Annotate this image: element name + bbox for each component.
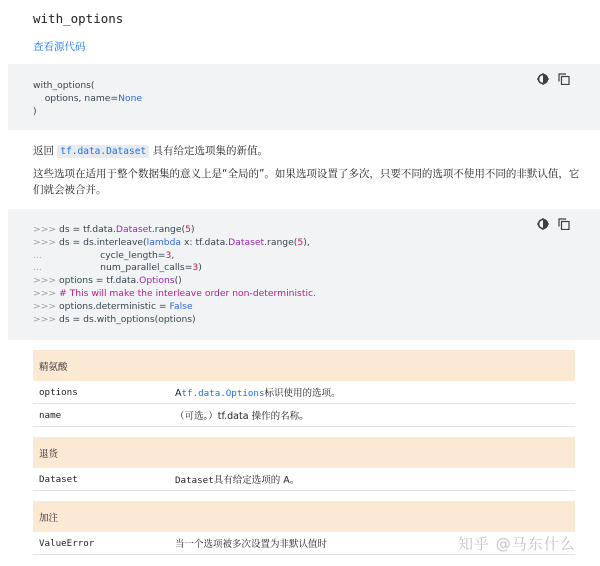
signature-code-block xyxy=(8,64,600,130)
table-row: name （可选。）tf.data 操作的名称。 xyxy=(33,404,575,427)
args-table-header: 精氨酸 xyxy=(33,350,575,381)
copy-icon[interactable] xyxy=(558,215,570,227)
view-source-link[interactable]: 查看源代码 xyxy=(33,41,86,53)
table-row: options Atf.data.Options标识使用的选项。 xyxy=(33,381,575,404)
table-row: Dataset Dataset具有给定选项的 A。 xyxy=(33,468,575,491)
returns-table xyxy=(33,437,575,491)
watermark: 知乎 @马东什么 xyxy=(458,535,576,553)
dark-mode-icon[interactable] xyxy=(537,70,549,82)
example-code: >>> ds = tf.data.Dataset.range(5) >>> ds = ds.interleave(lambda x: tf.data.Dataset.range(5), ... cycle_length=3, ... num_parallel_calls=3) >>> options = tf.data.Options() >>> # This will make the interleave order non-deterministic. >>> options.deterministic = False >>> ds = ds.with_options(options) xyxy=(33,224,316,325)
page-title: with_options xyxy=(33,11,124,26)
copy-icon[interactable] xyxy=(558,70,570,82)
raises-table-header: 加注 xyxy=(33,501,575,532)
description-return: 返回 tf.data.Dataset 具有给定选项集的新值。 xyxy=(33,145,268,157)
returns-table-header: 退货 xyxy=(33,437,575,468)
description-options: 这些选项在适用于整个数据集的意义上是“全局的”。如果选项设置了多次，只要不同的选项不使用不同的非默认值，它们就会被合并。 xyxy=(33,168,580,196)
dataset-code-link[interactable]: tf.data.Dataset xyxy=(57,145,149,158)
options-code-link[interactable]: tf.data.Options xyxy=(181,388,265,399)
dark-mode-icon[interactable] xyxy=(537,215,549,227)
table-row: ValueError 当一个选项被多次设置为非默认值时 xyxy=(33,532,575,555)
signature-code: with_options( options, name=None ) xyxy=(33,80,143,117)
example-code-block xyxy=(8,209,600,340)
args-table xyxy=(33,350,575,427)
